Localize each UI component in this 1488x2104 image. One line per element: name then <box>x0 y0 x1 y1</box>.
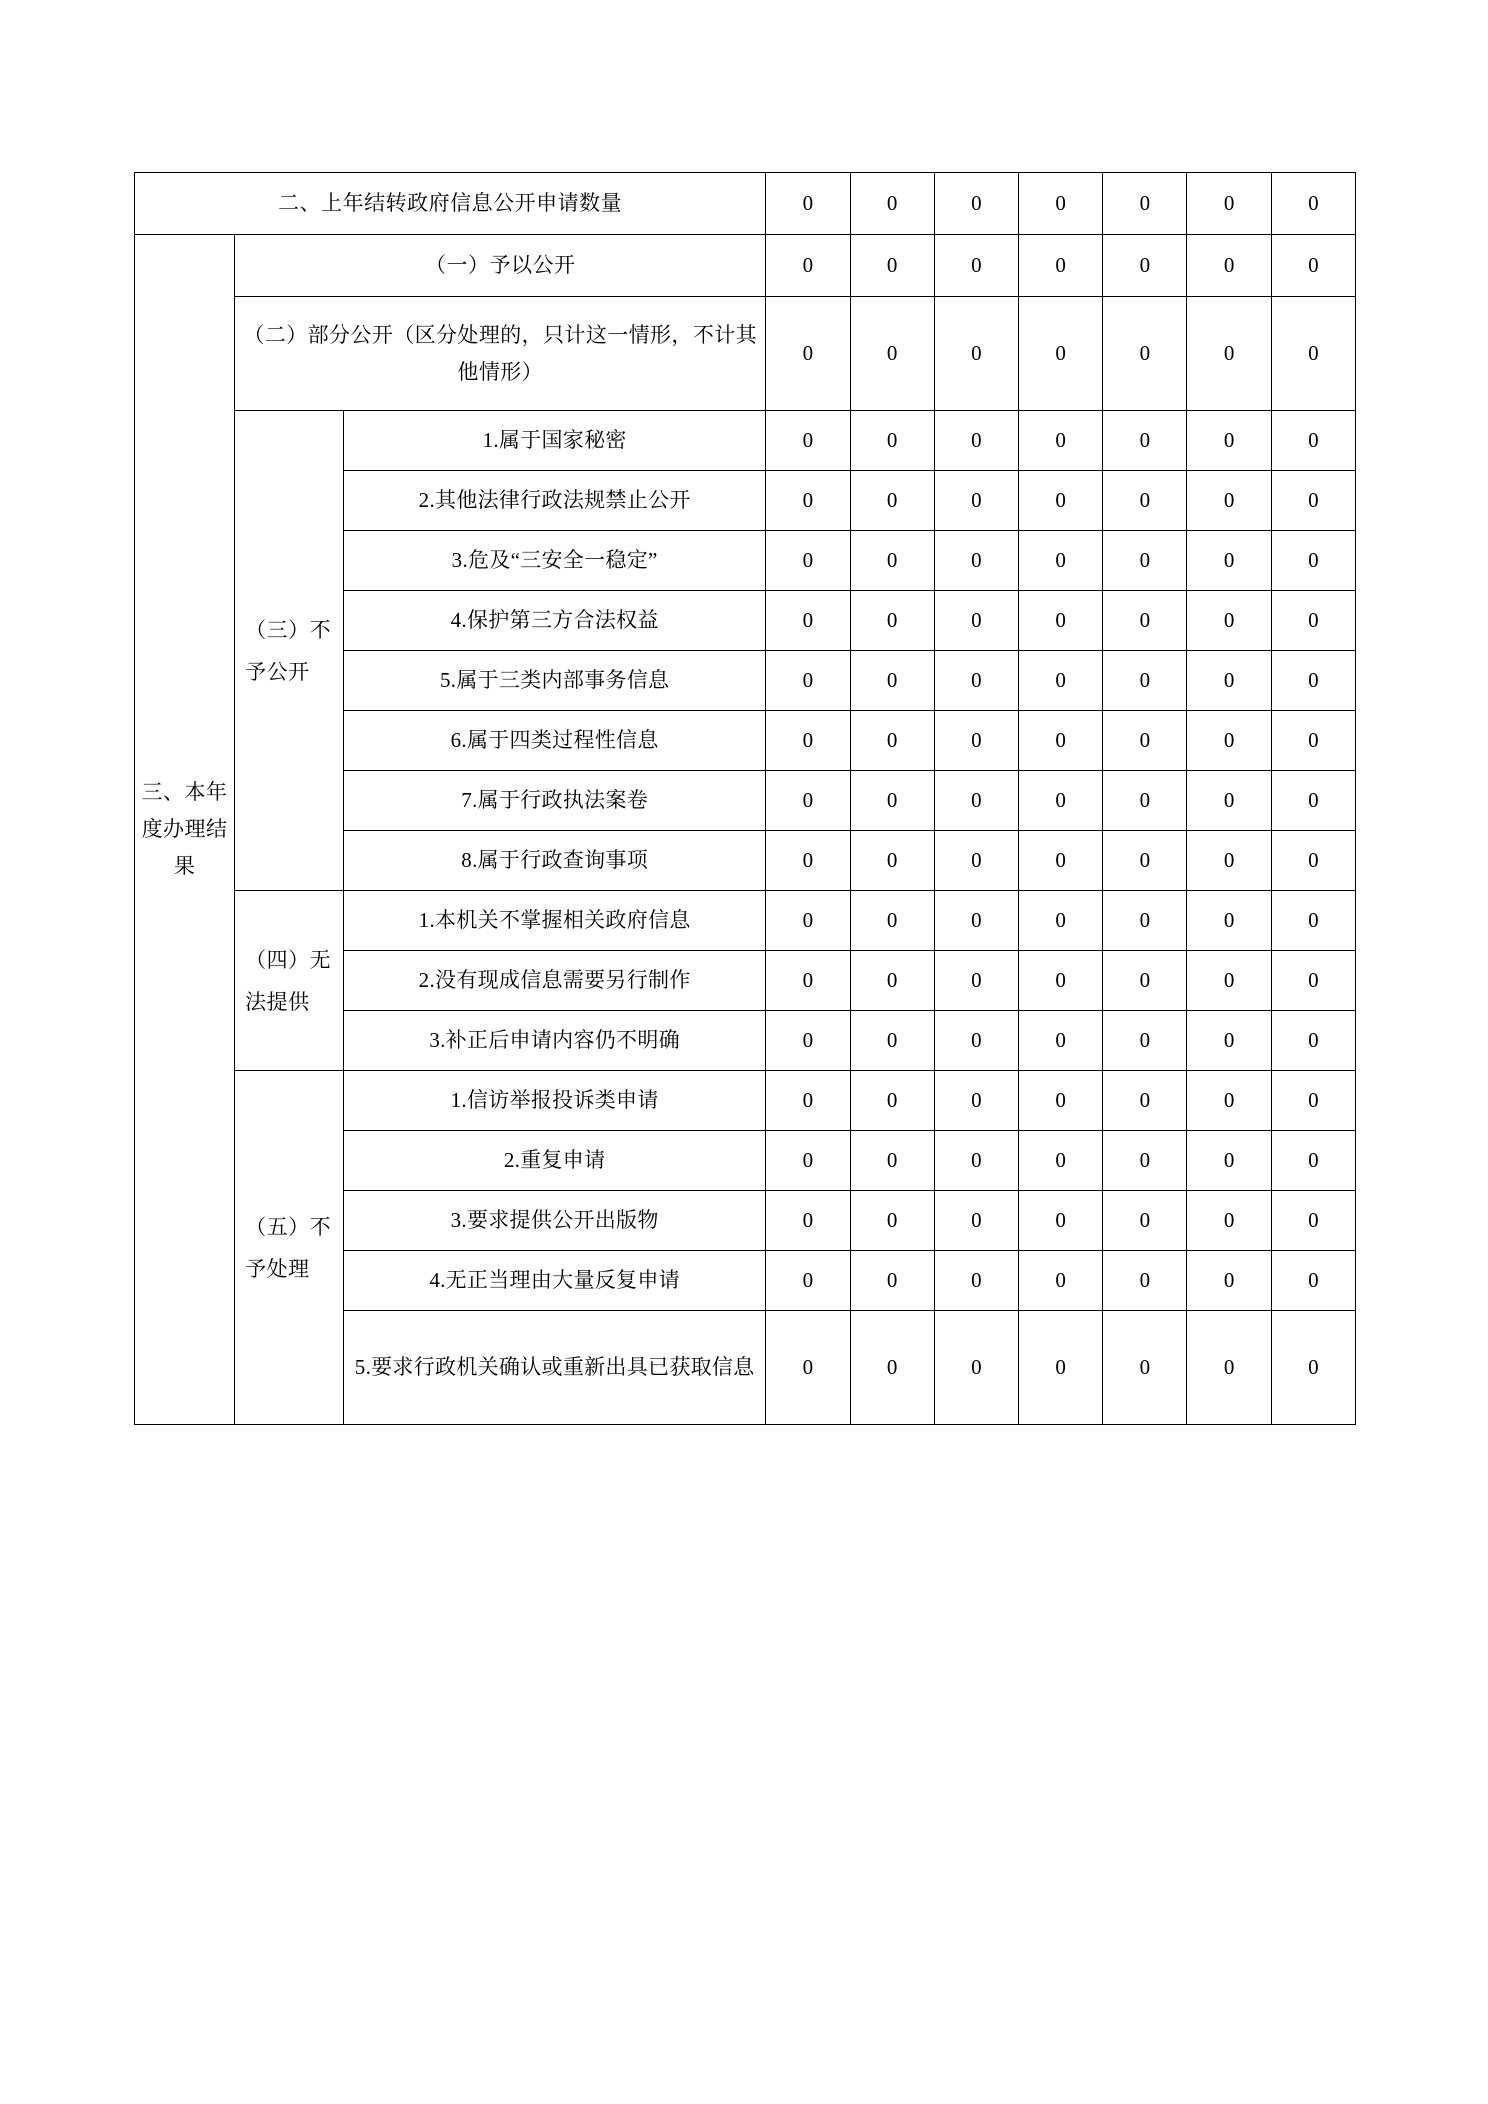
cell-value: 0 <box>1019 891 1103 951</box>
cell-value: 0 <box>1019 1251 1103 1311</box>
cell-value: 0 <box>850 771 934 831</box>
cell-value: 0 <box>766 831 850 891</box>
cell-value: 0 <box>934 1071 1018 1131</box>
cell-value: 0 <box>1019 235 1103 297</box>
row-label: 5.属于三类内部事务信息 <box>343 651 765 711</box>
cell-value: 0 <box>850 591 934 651</box>
cell-value: 0 <box>1271 173 1355 235</box>
cell-value: 0 <box>1103 297 1187 411</box>
cell-value: 0 <box>1187 1311 1271 1425</box>
table-row <box>135 1071 1356 1131</box>
cell-value: 0 <box>1271 831 1355 891</box>
cell-value: 0 <box>934 591 1018 651</box>
cell-value: 0 <box>1019 711 1103 771</box>
cell-value: 0 <box>1187 297 1271 411</box>
cell-value: 0 <box>934 1311 1018 1425</box>
cell-value: 0 <box>1271 1191 1355 1251</box>
cell-value: 0 <box>1187 1251 1271 1311</box>
cell-value: 0 <box>1103 711 1187 771</box>
cell-value: 0 <box>934 1191 1018 1251</box>
cell-value: 0 <box>766 951 850 1011</box>
cell-value: 0 <box>1187 951 1271 1011</box>
cell-value: 0 <box>850 891 934 951</box>
cell-value: 0 <box>1103 591 1187 651</box>
cell-value: 0 <box>1271 1131 1355 1191</box>
row-label-carryover: 二、上年结转政府信息公开申请数量 <box>135 173 766 235</box>
cell-value: 0 <box>1019 951 1103 1011</box>
cell-value: 0 <box>934 771 1018 831</box>
cell-value: 0 <box>1271 1251 1355 1311</box>
cell-value: 0 <box>934 651 1018 711</box>
cell-value: 0 <box>850 1071 934 1131</box>
cell-value: 0 <box>1019 297 1103 411</box>
cell-value: 0 <box>850 471 934 531</box>
cell-value: 0 <box>934 831 1018 891</box>
cell-value: 0 <box>1271 411 1355 471</box>
cell-value: 0 <box>766 771 850 831</box>
cell-value: 0 <box>766 411 850 471</box>
group-label-not-handled-text: （五）不予处理 <box>245 1214 332 1281</box>
row-label: 8.属于行政查询事项 <box>343 831 765 891</box>
table-row <box>135 173 1356 235</box>
cell-value: 0 <box>1019 831 1103 891</box>
cell-value: 0 <box>850 1131 934 1191</box>
row-label: 2.其他法律行政法规禁止公开 <box>343 471 765 531</box>
cell-value: 0 <box>850 1311 934 1425</box>
cell-value: 0 <box>1187 1131 1271 1191</box>
cell-value: 0 <box>1103 831 1187 891</box>
cell-value: 0 <box>766 471 850 531</box>
cell-value: 0 <box>1187 1071 1271 1131</box>
cell-value: 0 <box>934 471 1018 531</box>
cell-value: 0 <box>1187 411 1271 471</box>
table-row <box>135 891 1356 951</box>
cell-value: 0 <box>1103 471 1187 531</box>
row-label: 2.重复申请 <box>343 1131 765 1191</box>
row-label: 4.无正当理由大量反复申请 <box>343 1251 765 1311</box>
cell-value: 0 <box>934 1011 1018 1071</box>
cell-value: 0 <box>1019 471 1103 531</box>
cell-value: 0 <box>1271 891 1355 951</box>
row-label: 3.危及“三安全一稳定” <box>343 531 765 591</box>
cell-value: 0 <box>1019 411 1103 471</box>
cell-value: 0 <box>934 951 1018 1011</box>
cell-value: 0 <box>766 1311 850 1425</box>
cell-value: 0 <box>1103 891 1187 951</box>
cell-value: 0 <box>1019 1131 1103 1191</box>
group-label-result: 三、本年度办理结果 <box>135 235 235 1425</box>
cell-value: 0 <box>1271 1071 1355 1131</box>
cell-value: 0 <box>1103 1011 1187 1071</box>
cell-value: 0 <box>850 297 934 411</box>
row-label-partial: （二）部分公开（区分处理的，只计这一情形，不计其他情形） <box>235 297 766 411</box>
cell-value: 0 <box>766 651 850 711</box>
cell-value: 0 <box>766 1011 850 1071</box>
cell-value: 0 <box>1187 771 1271 831</box>
cell-value: 0 <box>1271 651 1355 711</box>
cell-value: 0 <box>1103 651 1187 711</box>
statistics-table-wrapper <box>134 172 1356 1425</box>
cell-value: 0 <box>1103 1251 1187 1311</box>
cell-value: 0 <box>1103 235 1187 297</box>
row-label: 5.要求行政机关确认或重新出具已获取信息 <box>343 1311 765 1425</box>
cell-value: 0 <box>766 591 850 651</box>
cell-value: 0 <box>1187 531 1271 591</box>
cell-value: 0 <box>934 1131 1018 1191</box>
cell-value: 0 <box>766 173 850 235</box>
cell-value: 0 <box>1103 1191 1187 1251</box>
row-label: 1.本机关不掌握相关政府信息 <box>343 891 765 951</box>
row-label: 1.属于国家秘密 <box>343 411 765 471</box>
cell-value: 0 <box>934 411 1018 471</box>
row-label-disclose: （一）予以公开 <box>235 235 766 297</box>
cell-value: 0 <box>1271 531 1355 591</box>
row-label: 1.信访举报投诉类申请 <box>343 1071 765 1131</box>
group-label-not-disclosed <box>235 411 344 891</box>
cell-value: 0 <box>850 1251 934 1311</box>
row-label: 2.没有现成信息需要另行制作 <box>343 951 765 1011</box>
cell-value: 0 <box>1271 771 1355 831</box>
row-label: 3.要求提供公开出版物 <box>343 1191 765 1251</box>
table-row <box>135 235 1356 297</box>
cell-value: 0 <box>934 235 1018 297</box>
cell-value: 0 <box>766 1131 850 1191</box>
row-label: 6.属于四类过程性信息 <box>343 711 765 771</box>
cell-value: 0 <box>1271 1011 1355 1071</box>
cell-value: 0 <box>766 531 850 591</box>
cell-value: 0 <box>766 297 850 411</box>
table-row <box>135 411 1356 471</box>
cell-value: 0 <box>934 711 1018 771</box>
row-label: 3.补正后申请内容仍不明确 <box>343 1011 765 1071</box>
cell-value: 0 <box>766 1191 850 1251</box>
cell-value: 0 <box>766 1251 850 1311</box>
cell-value: 0 <box>850 235 934 297</box>
cell-value: 0 <box>1103 1311 1187 1425</box>
cell-value: 0 <box>1103 173 1187 235</box>
cell-value: 0 <box>1271 591 1355 651</box>
cell-value: 0 <box>1103 531 1187 591</box>
cell-value: 0 <box>850 651 934 711</box>
cell-value: 0 <box>1187 711 1271 771</box>
cell-value: 0 <box>1019 771 1103 831</box>
cell-value: 0 <box>1271 297 1355 411</box>
table-row <box>135 297 1356 411</box>
cell-value: 0 <box>850 831 934 891</box>
cell-value: 0 <box>1271 471 1355 531</box>
row-label: 4.保护第三方合法权益 <box>343 591 765 651</box>
cell-value: 0 <box>766 711 850 771</box>
cell-value: 0 <box>1187 1011 1271 1071</box>
row-label: 7.属于行政执法案卷 <box>343 771 765 831</box>
cell-value: 0 <box>1019 173 1103 235</box>
cell-value: 0 <box>850 531 934 591</box>
government-information-disclosure-table <box>134 172 1356 1425</box>
group-label-not-handled <box>235 1071 344 1425</box>
cell-value: 0 <box>1187 831 1271 891</box>
cell-value: 0 <box>1103 1131 1187 1191</box>
cell-value: 0 <box>1271 235 1355 297</box>
cell-value: 0 <box>1187 651 1271 711</box>
cell-value: 0 <box>766 235 850 297</box>
cell-value: 0 <box>1271 951 1355 1011</box>
cell-value: 0 <box>1187 471 1271 531</box>
cell-value: 0 <box>1019 1071 1103 1131</box>
cell-value: 0 <box>850 1011 934 1071</box>
cell-value: 0 <box>1187 235 1271 297</box>
cell-value: 0 <box>1187 1191 1271 1251</box>
cell-value: 0 <box>766 891 850 951</box>
cell-value: 0 <box>934 531 1018 591</box>
cell-value: 0 <box>766 1071 850 1131</box>
cell-value: 0 <box>850 711 934 771</box>
cell-value: 0 <box>934 173 1018 235</box>
group-label-cannot-provide <box>235 891 344 1071</box>
cell-value: 0 <box>934 1251 1018 1311</box>
cell-value: 0 <box>1271 1311 1355 1425</box>
cell-value: 0 <box>1019 1191 1103 1251</box>
cell-value: 0 <box>1019 1011 1103 1071</box>
cell-value: 0 <box>1103 1071 1187 1131</box>
cell-value: 0 <box>850 1191 934 1251</box>
cell-value: 0 <box>1187 591 1271 651</box>
cell-value: 0 <box>934 297 1018 411</box>
cell-value: 0 <box>1187 173 1271 235</box>
cell-value: 0 <box>1019 651 1103 711</box>
group-label-cannot-provide-text: （四）无法提供 <box>245 947 332 1014</box>
cell-value: 0 <box>1019 1311 1103 1425</box>
cell-value: 0 <box>850 411 934 471</box>
cell-value: 0 <box>1103 771 1187 831</box>
cell-value: 0 <box>934 891 1018 951</box>
cell-value: 0 <box>1103 951 1187 1011</box>
cell-value: 0 <box>1271 711 1355 771</box>
cell-value: 0 <box>850 173 934 235</box>
cell-value: 0 <box>1103 411 1187 471</box>
cell-value: 0 <box>850 951 934 1011</box>
cell-value: 0 <box>1019 531 1103 591</box>
cell-value: 0 <box>1019 591 1103 651</box>
cell-value: 0 <box>1187 891 1271 951</box>
group-label-not-disclosed-text: （三）不予公开 <box>245 617 332 684</box>
